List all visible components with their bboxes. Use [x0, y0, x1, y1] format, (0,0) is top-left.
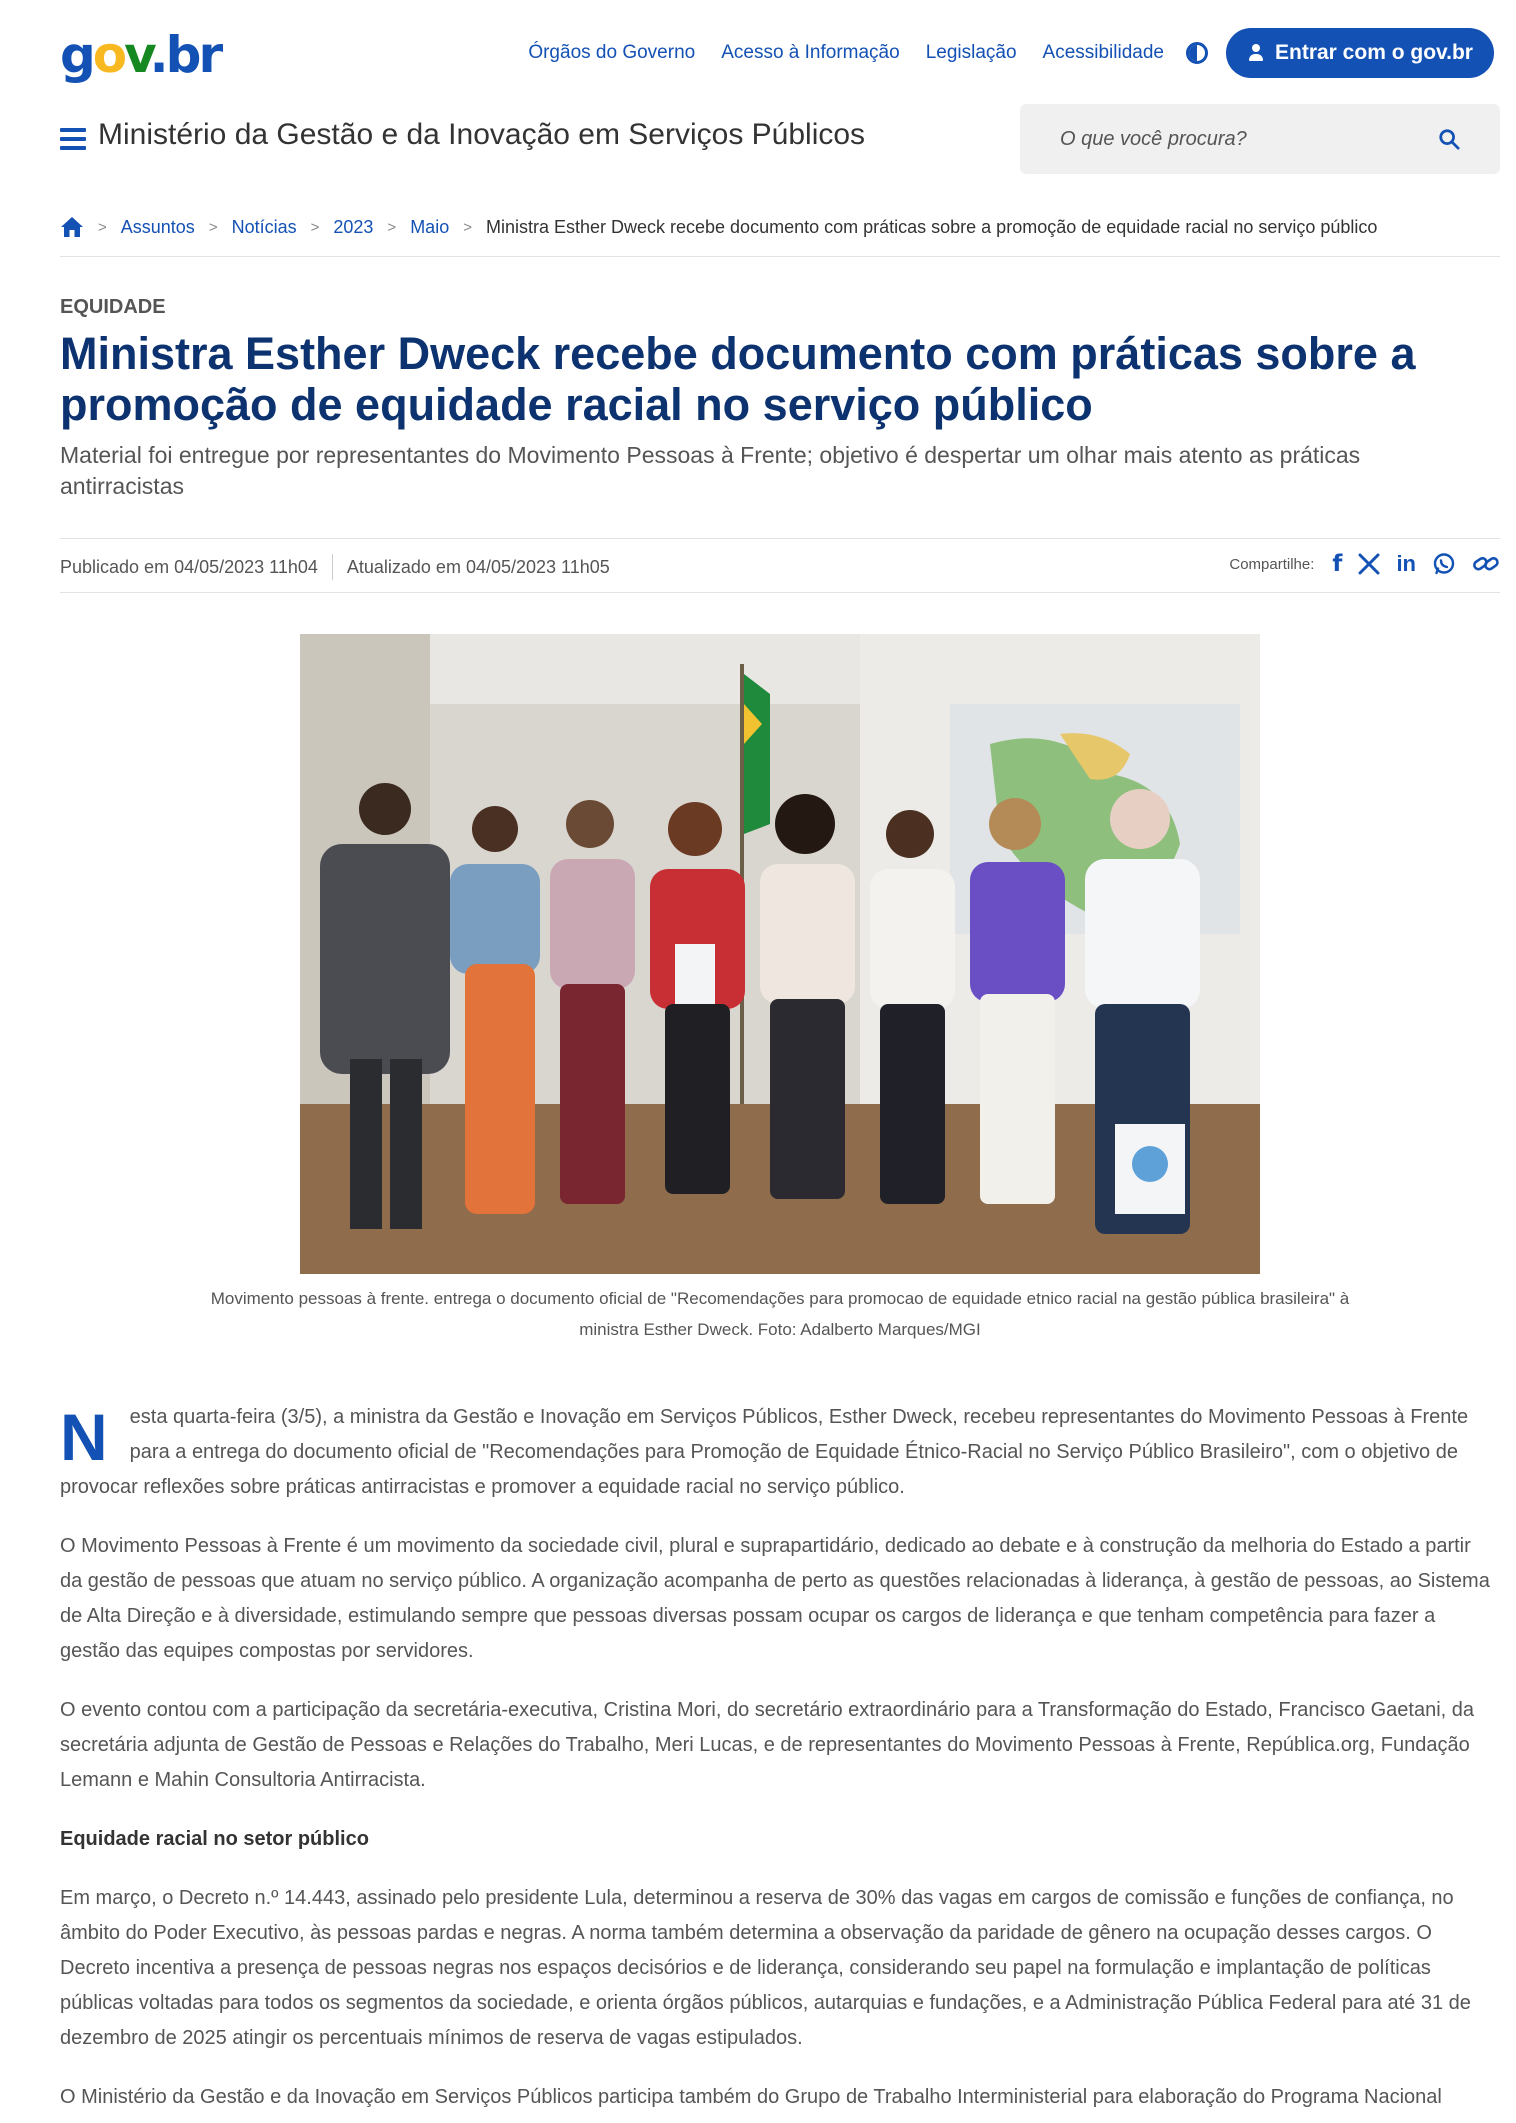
paragraph: O evento contou com a participação da secretária-executiva, Cristina Mori, do secretário extraordinário para a Transformação do Estado, Francisco Gaetani, da secretária adjunta de Gestão de Pessoas e Relações do Trabalho, Meri Lucas, e de representantes do Movimento Pessoas à Frente, República.org, Fundação Lemann e Mahin Consultoria Antirracista. — [60, 1699, 1475, 1791]
article-dates — [60, 554, 610, 580]
top-bar — [60, 26, 1494, 84]
paragraph: O Movimento Pessoas à Frente é um movimento da sociedade civil, plural e suprapartidário, dedicado ao debate e à construção da melhoria do Estado a partir da gestão de pessoas que atuam no serviço público. A organização acompanha de perto as questões relacionadas à liderança, à gestão de pessoas, ao Sistema de Alta Direção e à diversidade, estimulando sempre que pessoas diversas possam ocupar os cargos de liderança e que tenham competência para fazer a gestão das equipes compostas por servidores. — [60, 1535, 1490, 1662]
article-kicker[interactable]: EQUIDADE — [60, 296, 166, 318]
updated-date: Atualizado em 04/05/2023 11h05 — [346, 556, 610, 577]
whatsapp-icon[interactable] — [1432, 550, 1456, 578]
facebook-icon[interactable]: f — [1332, 551, 1343, 577]
search-input[interactable] — [1020, 104, 1500, 174]
govbr-logo[interactable]: gov.br — [60, 26, 221, 84]
share-bar — [1229, 550, 1500, 578]
article-photo — [300, 634, 1260, 1274]
divider — [60, 538, 1500, 539]
article-subtitle: Material foi entregue por representantes do Movimento Pessoas à Frente; objetivo é despertar um olhar mais atento as práticas antirracistas — [60, 442, 1361, 499]
search-icon[interactable] — [1438, 128, 1460, 150]
breadcrumb-item-maio[interactable]: Maio — [410, 216, 450, 237]
user-icon — [1247, 44, 1265, 62]
divider — [60, 592, 1500, 593]
article-body — [60, 1400, 1492, 2123]
search-placeholder: O que você procura? — [1060, 128, 1247, 150]
header-menu-row — [60, 104, 1500, 174]
chevron-right-icon: > — [98, 218, 107, 236]
drop-cap: N — [60, 1400, 108, 1474]
breadcrumb-current: Ministra Esther Dweck recebe documento com práticas sobre a promoção de equidade racial no serviço público — [485, 216, 1378, 237]
menu-icon[interactable] — [60, 128, 86, 150]
published-date: Publicado em 04/05/2023 11h04 — [60, 556, 318, 577]
home-icon[interactable] — [60, 216, 84, 238]
x-icon[interactable] — [1358, 550, 1380, 578]
chevron-right-icon: > — [310, 218, 320, 236]
top-links — [528, 42, 1164, 64]
share-label: Compartilhe: — [1229, 555, 1315, 573]
link-orgaos-governo[interactable]: Órgãos do Governo — [528, 42, 696, 63]
login-label: Entrar com o gov.br — [1275, 41, 1473, 64]
chevron-right-icon: > — [387, 218, 397, 236]
breadcrumb-item-2023[interactable]: 2023 — [333, 216, 374, 237]
breadcrumb-item-noticias[interactable]: Notícias — [231, 216, 297, 237]
breadcrumb-item-assuntos[interactable]: Assuntos — [120, 216, 195, 237]
photo-caption: Movimento pessoas à frente. entrega o documento oficial de "Recomendações para promocao de equidade etnico racial na gestão pública brasileira" à ministra Esther Dweck. Foto: Adalberto Marques/MGI — [210, 1289, 1350, 1339]
link-acessibilidade[interactable]: Acessibilidade — [1042, 42, 1164, 63]
site-title[interactable]: Ministério da Gestão e da Inovação em Serviços Públicos — [98, 118, 866, 151]
article-title: Ministra Esther Dweck recebe documento com práticas sobre a promoção de equidade racial no serviço público — [60, 328, 1416, 430]
divider — [60, 256, 1500, 257]
paragraph: O Ministério da Gestão e da Inovação em Serviços Públicos participa também do Grupo de Trabalho Interministerial para elaboração do Programa Nacional — [60, 2086, 1442, 2108]
linkedin-icon[interactable]: in — [1396, 551, 1416, 576]
chevron-right-icon: > — [463, 218, 472, 236]
paragraph: Em março, o Decreto n.º 14.443, assinado pelo presidente Lula, determinou a reserva de 30% das vagas em cargos de comissão e funções de confiança, no âmbito do Poder Executivo, às pessoas pardas e negras. A norma também determina a observação da paridade de gênero na ocupação desses cargos. O Decreto incentiva a presença de pessoas negras nos espaços decisórios e de liderança, considerando seu papel na formulação e implantação de políticas públicas voltadas para todos os segmentos da sociedade, e orienta órgãos públicos, autarquias e fundações, e a Administração Pública Federal para até 31 de dezembro de 2025 atingir os percentuais mínimos de reserva de vagas estipulados. — [60, 1887, 1471, 2049]
breadcrumb — [60, 212, 1377, 242]
paragraph: N esta quarta-feira (3/5), a ministra da Gestão e Inovação em Serviços Públicos, Esther Dweck, recebeu representantes do Movimento Pessoas à Frente para a entrega do documento oficial de "Recomendações para Promoção de Equidade Étnico-Racial no Serviço Público Brasileiro", com o objetivo de provocar reflexões sobre práticas antirracistas e promover a equidade racial no serviço público. — [60, 1400, 1469, 1498]
link-acesso-informacao[interactable]: Acesso à Informação — [721, 42, 900, 63]
section-heading: Equidade racial no setor público — [60, 1828, 369, 1850]
link-icon[interactable] — [1472, 550, 1500, 578]
link-legislacao[interactable]: Legislação — [925, 42, 1017, 63]
chevron-right-icon: > — [208, 218, 218, 236]
contrast-icon[interactable] — [1186, 42, 1208, 64]
login-button[interactable] — [1226, 28, 1494, 78]
